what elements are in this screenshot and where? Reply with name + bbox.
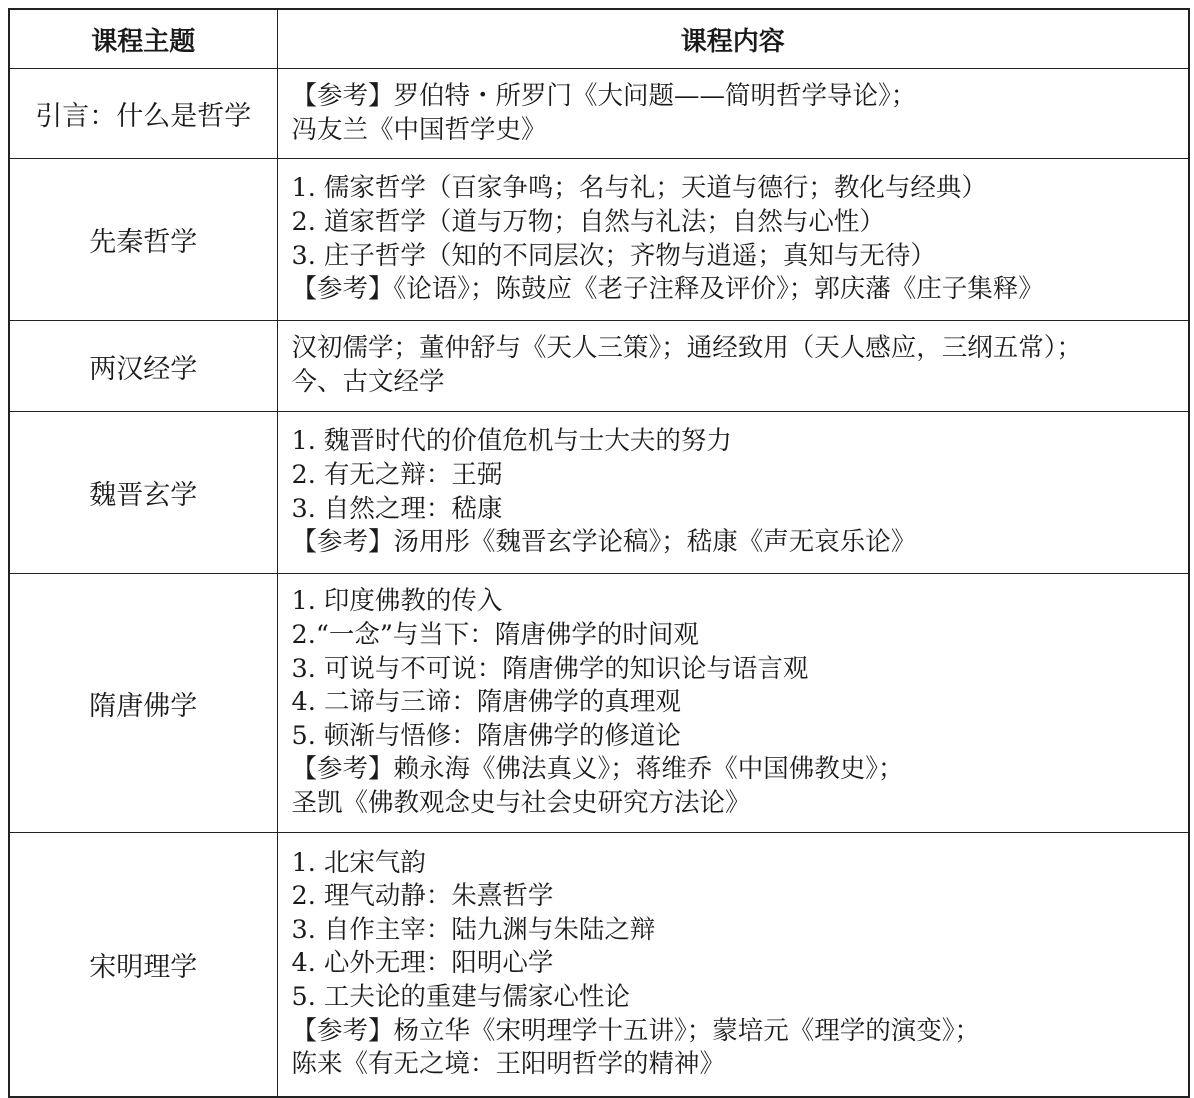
content-cell	[277, 833, 1189, 1097]
content-line: 3. 自然之理：嵇康	[291, 493, 503, 524]
content-line: 2.“一念”与当下：隋唐佛学的时间观	[291, 620, 699, 651]
content-line: 3. 庄子哲学（知的不同层次；齐物与逍遥；真知与无待）	[291, 240, 936, 271]
table-row	[9, 412, 1189, 574]
topic-cell: 引言：什么是哲学	[9, 69, 277, 159]
table-row	[9, 159, 1189, 321]
content-line: 汉初儒学；董仲舒与《天人三策》；通经致用（天人感应，三纲五常）；	[291, 333, 1083, 364]
topic-cell: 宋明理学	[9, 833, 277, 1097]
header-row	[9, 9, 1189, 69]
course-table	[8, 8, 1190, 1098]
content-line: 3. 可说与不可说：隋唐佛学的知识论与语言观	[291, 653, 809, 684]
content-line: 【参考】罗伯特・所罗门《大问题——简明哲学导论》；	[291, 80, 917, 111]
table-row	[9, 321, 1189, 412]
content-cell	[277, 321, 1189, 412]
content-line: 【参考】汤用彤《魏晋玄学论稿》；嵇康《声无哀乐论》	[291, 527, 917, 558]
content-line: 3. 自作主宰：陆九渊与朱陆之辩	[291, 914, 656, 945]
content-line: 1. 儒家哲学（百家争鸣；名与礼；天道与德行；教化与经典）	[291, 173, 987, 204]
table-row	[9, 69, 1189, 159]
header-topic: 课程主题	[9, 9, 277, 69]
content-line: 4. 心外无理：阳明心学	[291, 948, 554, 979]
content-cell	[277, 574, 1189, 833]
content-line: 2. 道家哲学（道与万物；自然与礼法；自然与心性）	[291, 206, 885, 237]
content-line: 【参考】赖永海《佛法真义》；蒋维乔《中国佛教史》；	[291, 754, 904, 785]
topic-cell: 先秦哲学	[9, 159, 277, 321]
header-content: 课程内容	[277, 9, 1189, 69]
content-cell	[277, 69, 1189, 159]
table-row	[9, 833, 1189, 1097]
content-line: 今、古文经学	[291, 367, 445, 397]
content-line: 【参考】《论语》；陈鼓应《老子注释及评价》；郭庆藩《庄子集释》	[291, 274, 1044, 305]
content-line: 5. 工夫论的重建与儒家心性论	[291, 982, 630, 1013]
content-line: 1. 魏晋时代的价值危机与士大夫的努力	[291, 426, 732, 457]
content-line: 2. 理气动静：朱熹哲学	[291, 881, 554, 912]
content-line: 冯友兰《中国哲学史》	[291, 114, 547, 145]
content-line: 2. 有无之辩：王弼	[291, 459, 503, 490]
topic-cell: 魏晋玄学	[9, 412, 277, 574]
content-cell	[277, 159, 1189, 321]
topic-cell: 隋唐佛学	[9, 574, 277, 833]
content-line: 5. 顿渐与悟修：隋唐佛学的修道论	[291, 720, 681, 751]
content-line: 1. 印度佛教的传入	[291, 586, 503, 617]
content-cell	[277, 412, 1189, 574]
content-line: 【参考】杨立华《宋明理学十五讲》；蒙培元《理学的演变》；	[291, 1015, 981, 1046]
content-line: 圣凯《佛教观念史与社会史研究方法论》	[291, 787, 751, 818]
content-line: 1. 北宋气韵	[291, 847, 426, 878]
content-line: 4. 二谛与三谛：隋唐佛学的真理观	[291, 687, 681, 718]
table-row	[9, 574, 1189, 833]
topic-cell: 两汉经学	[9, 321, 277, 412]
content-line: 陈来《有无之境：王阳明哲学的精神》	[291, 1049, 726, 1080]
